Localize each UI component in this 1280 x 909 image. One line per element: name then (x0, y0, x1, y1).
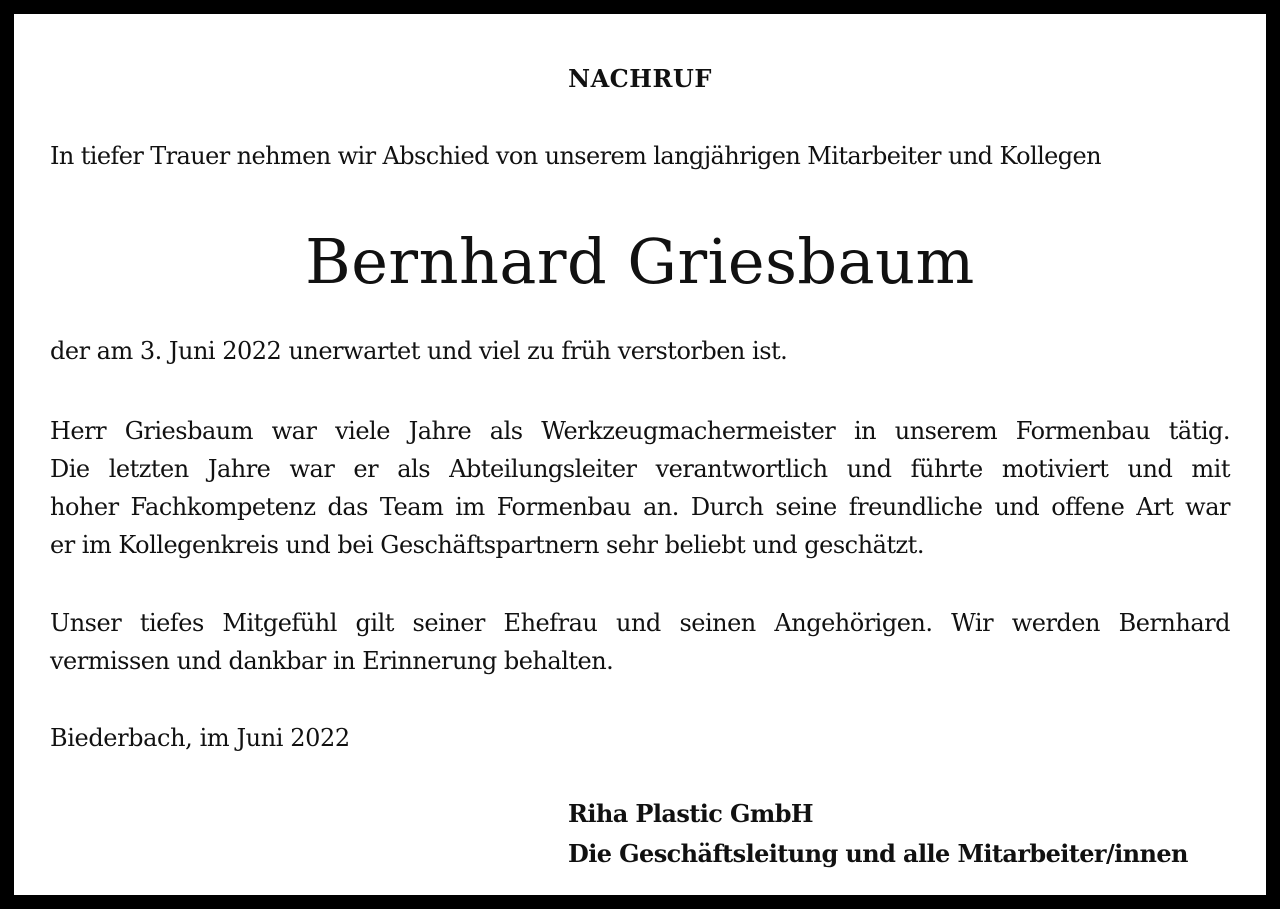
paragraph-line: Unser tiefes Mitgefühl gilt seiner Ehefrau und seinen Angehörigen. Wir werden Bernhard (50, 609, 1230, 637)
paragraph-line: Die letzten Jahre war er als Abteilungsleiter verantwortlich und führte motiviert und mit (50, 455, 1230, 483)
paragraph-line: er im Kollegenkreis und bei Geschäftspartnern sehr beliebt und geschätzt. (50, 531, 924, 559)
intro-line: In tiefer Trauer nehmen wir Abschied von unserem langjährigen Mitarbeiter und Kollegen (50, 142, 1101, 170)
condolence-paragraph (50, 604, 1230, 680)
deceased-name: Bernhard Griesbaum (305, 225, 975, 298)
paragraph-line: hoher Fachkompetenz das Team im Formenbau an. Durch seine freundliche und offene Art war (50, 493, 1230, 521)
death-date-line: der am 3. Juni 2022 unerwartet und viel zu früh verstorben ist. (50, 337, 788, 365)
paragraph-line: Herr Griesbaum war viele Jahre als Werkzeugmachermeister in unserem Formenbau tätig. (50, 417, 1230, 445)
company-name: Riha Plastic GmbH (568, 799, 813, 828)
paragraph-line: vermissen und dankbar in Erinnerung behalten. (50, 647, 614, 675)
place-date: Biederbach, im Juni 2022 (50, 724, 350, 752)
signoff-block (568, 794, 1188, 874)
career-paragraph (50, 412, 1230, 564)
signoff-team: Die Geschäftsleitung und alle Mitarbeiter/innen (568, 839, 1188, 868)
notice-heading: NACHRUF (568, 64, 712, 93)
